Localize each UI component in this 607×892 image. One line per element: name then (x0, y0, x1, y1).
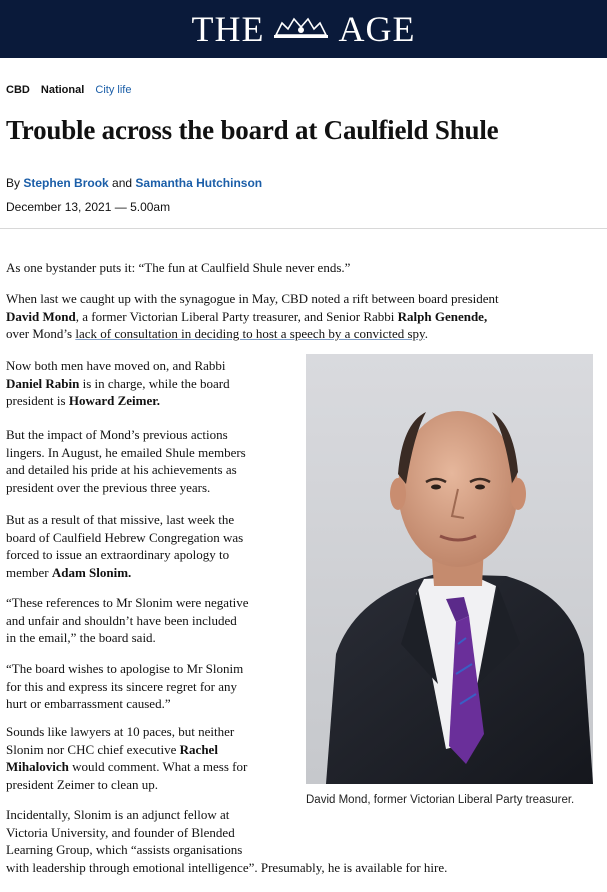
p5-line1: But as a result of that missive, last week the (6, 512, 235, 527)
paragraph-3 (6, 357, 230, 410)
p5-line2: board of Caulfield Hebrew Congregation was (6, 529, 244, 545)
byline-and: and (112, 176, 133, 190)
section-nav (6, 84, 139, 96)
paragraph-7-quote (6, 660, 243, 713)
paragraph-1: As one bystander puts it: “The fun at Caulfield Shule never ends.” (6, 260, 351, 275)
section-link-national[interactable]: National (40, 84, 85, 96)
p4-line2: lingers. In August, he emailed Shule members (6, 444, 246, 460)
p3-name-daniel-rabin: Daniel Rabin (6, 375, 80, 391)
paragraph-9 (6, 806, 447, 876)
p7-line2: for this and express its sincere regret for any (6, 678, 238, 694)
p4-line3: and detailed his pride at his achievements as (6, 462, 237, 477)
author-link-samantha-hutchinson[interactable]: Samantha Hutchinson (135, 176, 263, 190)
p7-line3: hurt or embarrassment caused.” (6, 696, 171, 711)
article-photo[interactable] (306, 354, 593, 784)
article-headline: Trouble across the board at Caulfield Shule (6, 115, 499, 145)
p8-line3: would comment. What a mess for (72, 759, 248, 774)
divider (0, 228, 607, 229)
p5-name-adam-slonim: Adam Slonim. (51, 564, 132, 580)
paragraph-8 (6, 723, 247, 793)
paragraph-5 (6, 511, 243, 581)
section-link-cbd[interactable]: CBD (6, 84, 30, 96)
p6-line2: and unfair and shouldn’t have been included (6, 612, 237, 628)
byline (6, 176, 262, 190)
p5-line3: forced to issue an extraordinary apology to (6, 547, 230, 562)
p4-line1: But the impact of Mond’s previous actions (6, 427, 228, 442)
p2-name-ralph-genende: Ralph Genende, (397, 308, 488, 324)
p5-line4: member (6, 564, 49, 580)
p6-line1: “These references to Mr Slonim were negative (6, 595, 249, 610)
masthead-age: AGE (338, 9, 416, 49)
paragraph-6-quote (6, 594, 249, 647)
p6-line3: in the email,” the board said. (6, 630, 156, 645)
p2-line1: When last we caught up with the synagogue in May, CBD noted a rift between board president (6, 291, 499, 306)
p4-line4: president over the previous three years. (6, 479, 211, 495)
publish-date: December 13, 2021 — 5.00am (6, 200, 171, 214)
paragraph-2 (6, 290, 499, 343)
p8-line1: Sounds like lawyers at 10 paces, but neither (6, 724, 235, 739)
crest-icon (272, 13, 330, 45)
p3-line1: Now both men have moved on, and Rabbi (6, 358, 226, 373)
p2-name-david-mond: David Mond (6, 308, 76, 324)
p8-name-rachel: Rachel (179, 741, 218, 757)
byline-by: By (6, 176, 21, 190)
paragraph-4 (6, 426, 246, 496)
masthead[interactable] (0, 0, 607, 58)
p7-line1: “The board wishes to apologise to Mr Slonim (6, 661, 244, 676)
p2-end: . (424, 326, 428, 341)
p2-line3-pre: over Mond’s (6, 326, 73, 341)
masthead-the: THE (191, 9, 265, 49)
photo-caption: David Mond, former Victorian Liberal Party treasurer. (306, 794, 575, 806)
p9-line2: Victoria University, and founder of Blended (6, 824, 235, 840)
p9-line3: Learning Group, which “assists organisations (6, 842, 243, 857)
p9-line4: with leadership through emotional intelligence”. Presumably, he is available for hire. (6, 859, 448, 875)
consultation-article-link[interactable]: lack of consultation in deciding to host a speech by a convicted spy (75, 326, 425, 341)
p3-line2: is in charge, while the board (82, 375, 230, 391)
author-link-stephen-brook[interactable]: Stephen Brook (23, 176, 109, 190)
p3-line3: president is (6, 393, 66, 408)
p8-name-mihalovich: Mihalovich (6, 759, 69, 774)
p8-line2: Slonim nor CHC chief executive (6, 741, 177, 757)
section-link-city-life[interactable]: City life (95, 84, 132, 96)
p9-line1: Incidentally, Slonim is an adjunct fellow at (6, 807, 230, 822)
p8-line4: president Zeimer to clean up. (6, 776, 158, 792)
p2-line2: , a former Victorian Liberal Party treasurer, and Senior Rabbi (75, 308, 395, 324)
p3-name-howard-zeimer: Howard Zeimer. (68, 393, 161, 408)
